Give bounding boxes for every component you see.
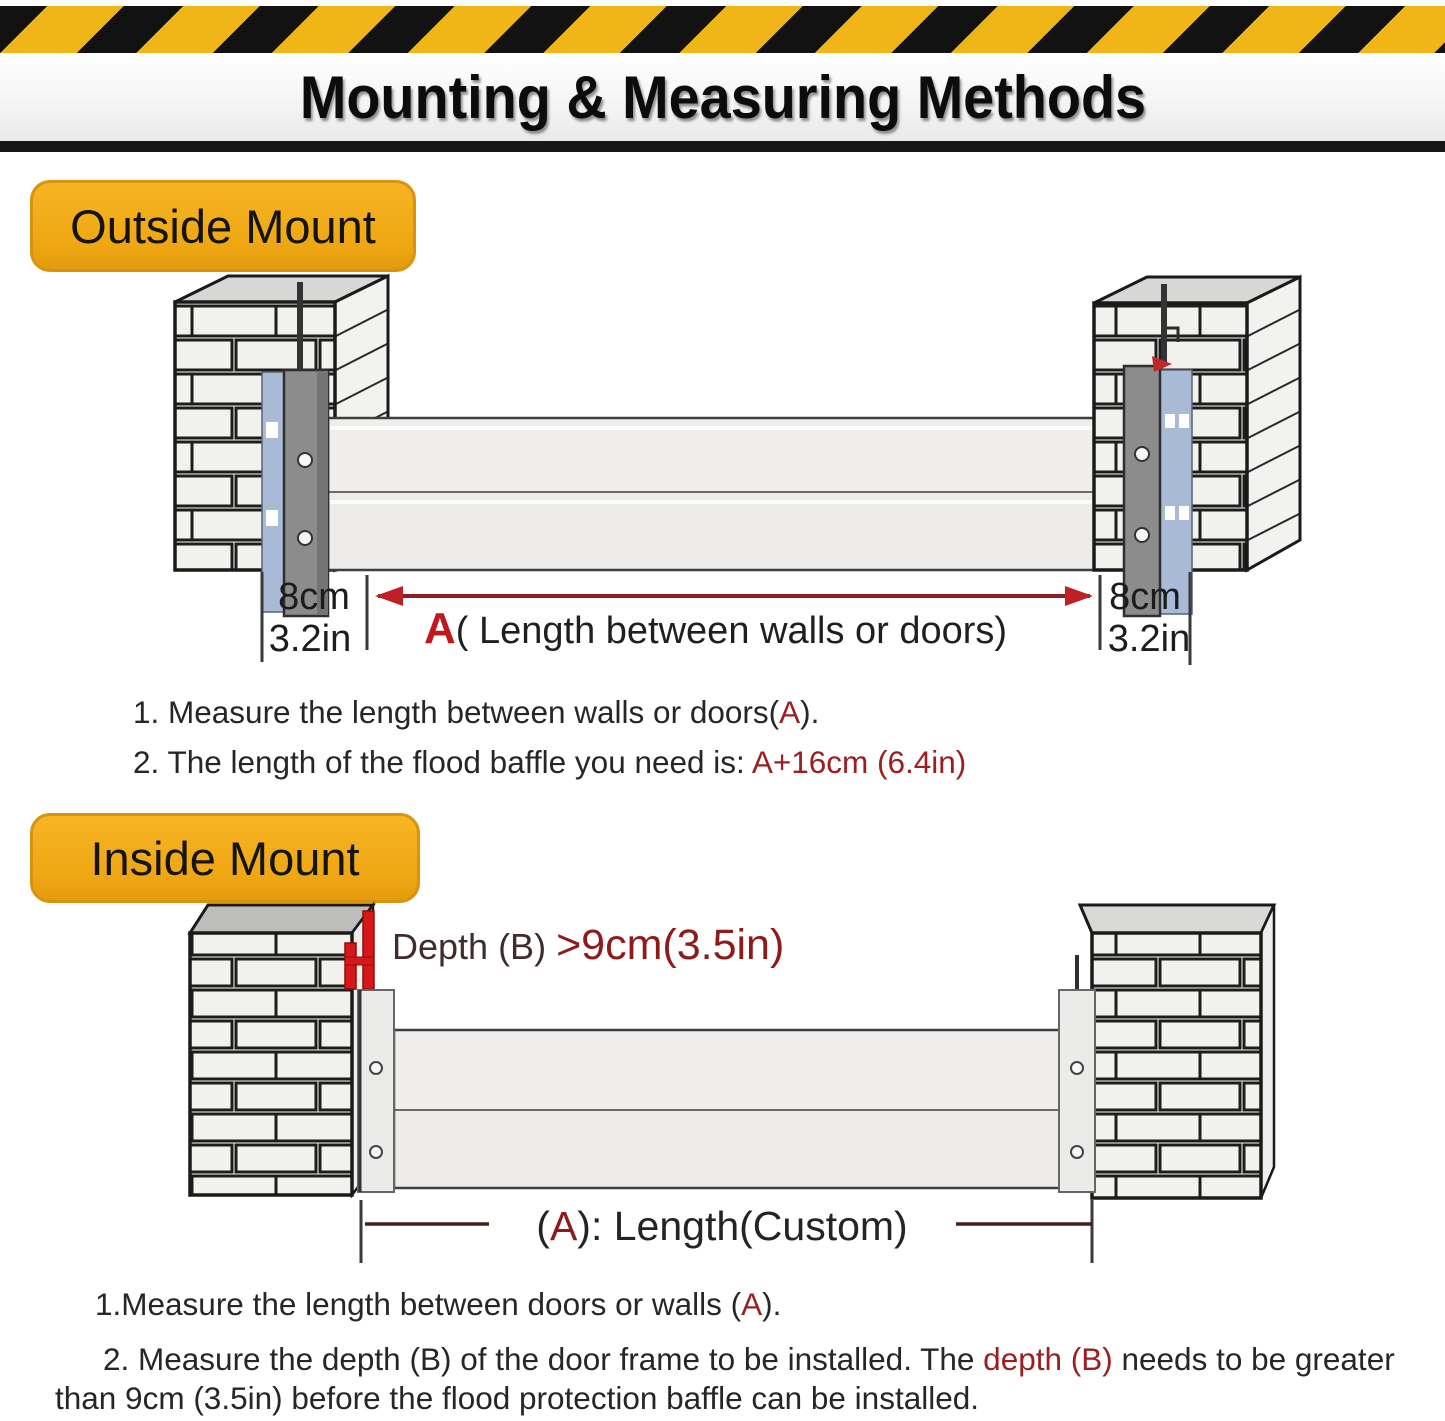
inside-mount-badge: [30, 813, 420, 903]
flood-barrier-panels: [328, 418, 1136, 570]
screw-hole: [1135, 528, 1149, 542]
title-band: [0, 53, 1445, 141]
span-length-label: A( Length between walls or doors): [424, 604, 1008, 653]
custom-length-label: (A): Length(Custom): [536, 1203, 908, 1249]
right-offset-cm-label: 8cm: [1109, 576, 1181, 618]
depth-label: Depth (B) >9cm(3.5in): [392, 921, 785, 969]
screw-hole: [370, 1146, 382, 1158]
inside-mount-badge-label: Inside Mount: [90, 831, 360, 885]
outside-mount-steps: [133, 694, 966, 794]
step-item: 1. Measure the length between walls or doors(A).: [133, 694, 820, 730]
step-item: 2. The length of the flood baffle you need is: A+16cm (6.4in): [133, 744, 967, 780]
mounting-channel-left: [358, 990, 394, 1192]
screw-hole: [370, 1062, 382, 1074]
length-dimension: [262, 572, 1190, 665]
screw-hole: [1071, 1146, 1083, 1158]
page-title: Mounting & Measuring Methods: [299, 63, 1146, 131]
hazard-stripe-banner: [0, 6, 1445, 53]
inside-mount-step-1: 1.Measure the length between doors or walls (A).: [95, 1286, 782, 1322]
arrowhead-right-icon: [1065, 586, 1093, 606]
inside-mount-diagram: [0, 895, 1445, 1275]
mounting-channel-right: [1059, 955, 1095, 1192]
left-offset-cm-label: 8cm: [278, 576, 350, 618]
inside-mount-step-2: 2. Measure the depth (B) of the door frame to be installed. The depth (B) needs to be greater than 9cm (3.5in) before the flood protection baffle can be installed.: [55, 1341, 1395, 1416]
screw-hole: [1071, 1062, 1083, 1074]
left-offset-in-label: 3.2in: [268, 618, 352, 660]
outside-mount-badge-label: Outside Mount: [70, 199, 376, 253]
flood-barrier-panels: [394, 1030, 1063, 1188]
arrowhead-left-icon: [375, 586, 403, 606]
screw-hole: [298, 531, 312, 545]
screw-hole: [1135, 447, 1149, 461]
title-divider: [0, 141, 1445, 152]
outside-mount-diagram: [0, 270, 1445, 670]
right-offset-in-label: 3.2in: [1107, 618, 1191, 660]
custom-length-dimension: [361, 1200, 1092, 1263]
outside-mount-badge: [30, 180, 416, 272]
screw-hole: [298, 453, 312, 467]
brick-pillar-right: [1080, 905, 1274, 1198]
